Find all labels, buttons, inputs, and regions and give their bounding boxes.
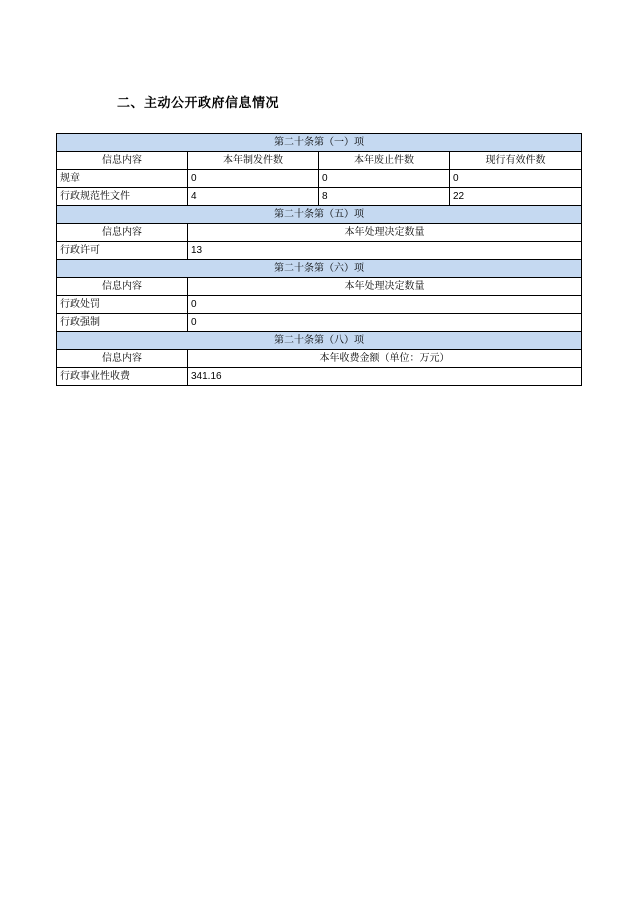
column-header: 本年处理决定数量 — [188, 224, 582, 242]
table-row — [57, 170, 582, 188]
column-header: 信息内容 — [57, 350, 188, 368]
row-label: 行政规范性文件 — [57, 188, 188, 206]
table-row — [57, 188, 582, 206]
table-row — [57, 242, 582, 260]
column-header: 现行有效件数 — [450, 152, 582, 170]
cell-value: 4 — [188, 188, 319, 206]
column-header: 本年收费金额（单位：万元） — [188, 350, 582, 368]
section-header-row — [57, 134, 582, 152]
table-row — [57, 368, 582, 386]
cell-value: 341.16 — [188, 368, 582, 386]
column-header: 信息内容 — [57, 224, 188, 242]
row-label: 行政许可 — [57, 242, 188, 260]
cell-value: 13 — [188, 242, 582, 260]
column-header-row — [57, 350, 582, 368]
section-header-row — [57, 206, 582, 224]
column-header-row — [57, 152, 582, 170]
column-header: 本年处理决定数量 — [188, 278, 582, 296]
row-label: 规章 — [57, 170, 188, 188]
cell-value: 22 — [450, 188, 582, 206]
section-title: 第二十条第（一）项 — [57, 134, 582, 152]
cell-value: 0 — [188, 296, 582, 314]
column-header: 信息内容 — [57, 152, 188, 170]
section-title: 第二十条第（八）项 — [57, 332, 582, 350]
section-title: 第二十条第（五）项 — [57, 206, 582, 224]
row-label: 行政处罚 — [57, 296, 188, 314]
cell-value: 0 — [188, 314, 582, 332]
cell-value: 8 — [319, 188, 450, 206]
cell-value: 0 — [450, 170, 582, 188]
column-header: 本年废止件数 — [319, 152, 450, 170]
table-row — [57, 314, 582, 332]
section-header-row — [57, 260, 582, 278]
section-title: 第二十条第（六）项 — [57, 260, 582, 278]
cell-value: 0 — [188, 170, 319, 188]
column-header-row — [57, 278, 582, 296]
disclosure-table — [56, 133, 582, 386]
cell-value: 0 — [319, 170, 450, 188]
column-header-row — [57, 224, 582, 242]
row-label: 行政事业性收费 — [57, 368, 188, 386]
section-heading: 二、主动公开政府信息情况 — [117, 96, 280, 111]
section-header-row — [57, 332, 582, 350]
column-header: 信息内容 — [57, 278, 188, 296]
table-row — [57, 296, 582, 314]
row-label: 行政强制 — [57, 314, 188, 332]
column-header: 本年制发件数 — [188, 152, 319, 170]
